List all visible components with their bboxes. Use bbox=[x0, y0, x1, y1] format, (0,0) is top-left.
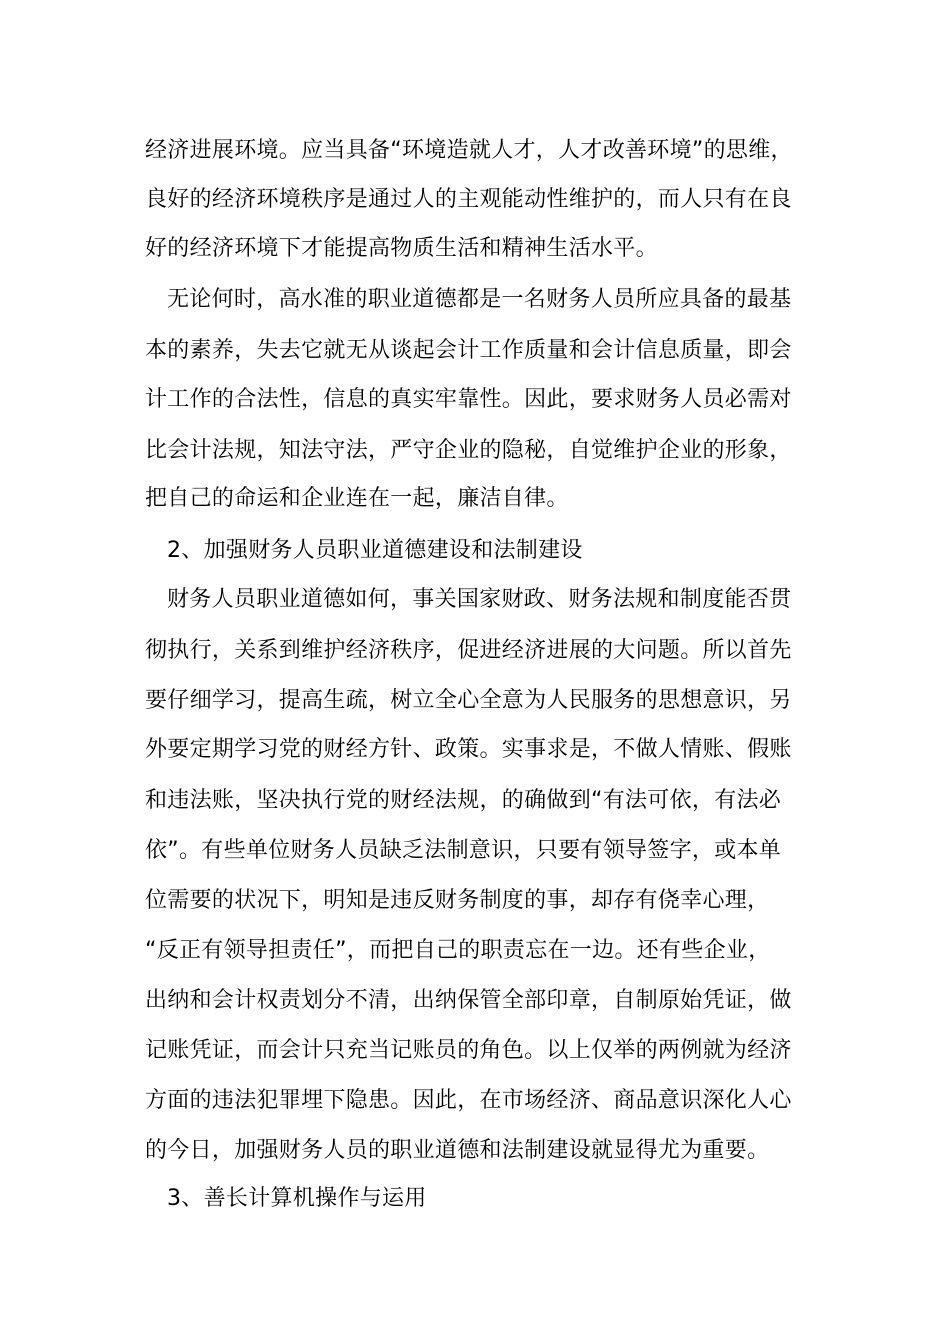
section-heading: 3、善长计算机操作与运用 bbox=[167, 1186, 427, 1211]
text-line: 外要定期学习党的财经方针、政策。实事求是，不做人情账、假账 bbox=[145, 737, 792, 762]
text-line: 要仔细学习，提高生疏，树立全心全意为人民服务的思想意识，另 bbox=[145, 688, 792, 713]
text-line: 方面的违法犯罪埋下隐患。因此，在市场经济、商品意识深化人心 bbox=[145, 1088, 792, 1113]
text-line: 出纳和会计权责划分不清，出纳保管全部印章，自制原始凭证，做 bbox=[145, 988, 792, 1013]
text-line: “反正有领导担责任”，而把自己的职责忘在一边。还有些企业， bbox=[145, 938, 771, 963]
text-line: 的今日，加强财务人员的职业道德和法制建设就显得尤为重要。 bbox=[145, 1138, 770, 1163]
text-line: 和违法账，坚决执行党的财经法规，的确做到“有法可依，有法必 bbox=[145, 788, 782, 813]
text-line: 经济进展环境。应当具备“环境造就人才，人才改善环境”的思维， bbox=[145, 138, 793, 163]
text-line: 良好的经济环境秩序是通过人的主观能动性维护的，而人只有在良 bbox=[145, 187, 792, 212]
text-line: 比会计法规，知法守法，严守企业的隐秘，自觉维护企业的形象， bbox=[145, 438, 792, 463]
text-line: 位需要的状况下，明知是违反财务制度的事，却存有侥幸心理， bbox=[145, 888, 770, 913]
text-line: 彻执行，关系到维护经济秩序，促进经济进展的大问题。所以首先 bbox=[145, 638, 792, 663]
text-line: 把自己的命运和企业连在一起，廉洁自律。 bbox=[145, 486, 569, 511]
text-line: 依”。有些单位财务人员缺乏法制意识，只要有领导签字，或本单 bbox=[145, 838, 782, 863]
text-line: 本的素养，失去它就无从谈起会计工作质量和会计信息质量，即会 bbox=[145, 338, 792, 363]
text-line: 计工作的合法性，信息的真实牢靠性。因此，要求财务人员必需对 bbox=[145, 387, 792, 412]
text-line: 记账凭证，而会计只充当记账员的角色。以上仅举的两例就为经济 bbox=[145, 1038, 792, 1063]
text-line: 好的经济环境下才能提高物质生活和精神生活水平。 bbox=[145, 236, 658, 261]
section-heading: 2、加强财务人员职业道德建设和法制建设 bbox=[167, 538, 583, 563]
text-line: 财务人员职业道德如何，事关国家财政、财务法规和制度能否贯 bbox=[167, 587, 792, 612]
text-line: 无论何时，高水准的职业道德都是一名财务人员所应具备的最基 bbox=[167, 287, 792, 312]
